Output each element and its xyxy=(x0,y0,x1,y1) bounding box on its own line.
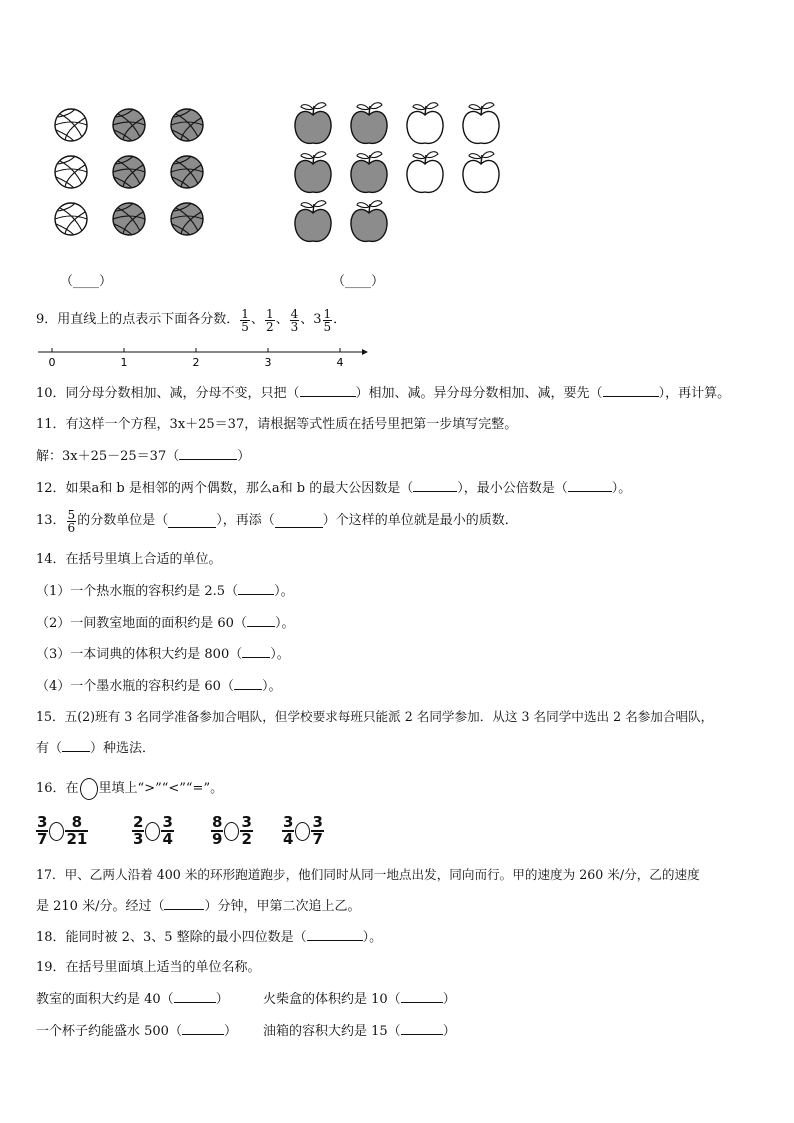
item-text: 教室的面积大约是 40（ xyxy=(36,992,174,1007)
apple-white-icon xyxy=(407,103,443,144)
question-15-text-b: ）种选法． xyxy=(90,741,156,756)
item-text: （2）一间教室地面的面积约是 60（ xyxy=(36,616,247,631)
question-13 xyxy=(36,503,518,539)
item-end: ）。 xyxy=(270,647,290,662)
question-11-solution-text: 解：3x＋25－25＝37（ xyxy=(36,449,180,464)
fraction-denominator: 7 xyxy=(312,830,323,848)
apple-white-icon xyxy=(463,152,499,193)
question-19-row-2-right xyxy=(263,1022,456,1041)
compare-circle-input[interactable] xyxy=(145,822,160,841)
item-end: ）。 xyxy=(261,679,282,694)
apple-white-icon xyxy=(463,103,499,144)
comparison-item xyxy=(132,815,174,847)
item-text: （4）一个墨水瓶的容积约是 60（ xyxy=(36,679,234,694)
question-9 xyxy=(36,305,346,335)
answer-blank[interactable] xyxy=(234,677,262,690)
compare-circle-icon xyxy=(80,778,98,800)
answer-blank[interactable] xyxy=(401,1022,443,1035)
fraction-numerator: 4 xyxy=(290,306,299,321)
fraction-numerator: 1 xyxy=(265,306,274,321)
answer-blank[interactable] xyxy=(300,384,356,397)
answer-blank[interactable] xyxy=(238,582,274,595)
fraction-numerator: 1 xyxy=(241,306,249,321)
separator: 、 xyxy=(275,312,289,327)
answer-blank[interactable] xyxy=(413,479,457,492)
apple-gray-icon xyxy=(351,201,387,242)
fraction-numerator: 5 xyxy=(67,507,76,522)
answer-blank[interactable] xyxy=(307,928,363,941)
fraction-numerator: 1 xyxy=(323,306,332,321)
number-line-tick-label: 0 xyxy=(48,356,56,369)
question-16-text-a: 16．在 xyxy=(36,781,79,796)
question-14 xyxy=(36,551,222,569)
separator: 、 xyxy=(250,312,264,327)
number-line-tick-label: 4 xyxy=(336,356,344,369)
apple-gray-icon xyxy=(351,103,387,144)
apple-gray-icon xyxy=(351,152,387,193)
separator: 、 xyxy=(300,312,314,327)
fraction xyxy=(36,815,48,847)
fraction-denominator: 5 xyxy=(323,319,332,334)
basketball-gray-icon xyxy=(113,109,145,141)
answer-blank[interactable] xyxy=(401,990,443,1003)
fraction xyxy=(282,815,294,847)
question-17-line-2 xyxy=(36,897,360,916)
fraction-denominator: 7 xyxy=(37,830,48,848)
fraction-numerator: 8 xyxy=(212,813,223,831)
comparison-item xyxy=(282,815,324,847)
question-12-text-c: ）。 xyxy=(611,481,632,496)
question-18-text-a: 18．能同时被 2、3、5 整除的最小四位数是（ xyxy=(36,930,307,945)
question-17-text-b: ）分钟，甲第二次追上乙。 xyxy=(204,899,361,914)
compare-circle-input[interactable] xyxy=(49,822,64,841)
question-18 xyxy=(36,928,382,947)
sentence-end: ． xyxy=(333,312,347,327)
number-line xyxy=(34,340,394,370)
fraction-denominator: 5 xyxy=(241,319,249,334)
compare-circle-input[interactable] xyxy=(224,822,239,841)
apple-gray-icon xyxy=(295,201,331,242)
question-14-item xyxy=(36,645,290,664)
question-13-text-b: ），再添（ xyxy=(216,513,275,528)
fraction xyxy=(323,308,333,333)
question-11-solution xyxy=(36,447,250,466)
question-16 xyxy=(36,778,223,800)
number-line-tick-label: 2 xyxy=(192,356,200,369)
question-11 xyxy=(36,416,517,434)
balls-answer-blank: （____） xyxy=(60,274,113,289)
fraction-denominator: 6 xyxy=(67,520,76,535)
item-end: ） xyxy=(223,1024,237,1039)
question-10-text-b: ）相加、减。异分母分数相加、减，要先（ xyxy=(355,386,603,401)
question-9-fractions xyxy=(239,308,346,333)
answer-blank[interactable] xyxy=(179,447,237,460)
fraction xyxy=(240,815,252,847)
answer-blank[interactable] xyxy=(603,384,659,397)
question-14-item xyxy=(36,677,281,696)
question-10 xyxy=(36,384,730,403)
answer-blank[interactable] xyxy=(164,897,204,910)
item-text: 油箱的容积大约是 15（ xyxy=(263,1024,401,1039)
question-18-text-b: ）。 xyxy=(362,930,383,945)
question-15-line-2 xyxy=(36,739,155,758)
item-end: ） xyxy=(442,992,456,1007)
fraction xyxy=(290,308,300,333)
number-line-tick-label: 1 xyxy=(120,356,128,369)
fraction-numerator: 3 xyxy=(283,813,294,831)
question-19-row-1-left xyxy=(36,990,229,1009)
fraction xyxy=(265,308,275,333)
answer-blank[interactable] xyxy=(168,515,216,528)
question-11-solution-end: ） xyxy=(237,449,251,464)
item-text: （1）一个热水瓶的容积约是 2.5（ xyxy=(36,584,239,599)
basketball-gray-icon xyxy=(171,109,203,141)
fraction-denominator: 9 xyxy=(212,830,223,848)
basketball-gray-icon xyxy=(113,203,145,235)
figure-area xyxy=(0,0,794,300)
fraction xyxy=(65,815,88,847)
fraction-denominator: 21 xyxy=(66,830,88,848)
basketball-gray-icon xyxy=(171,156,203,188)
fraction-numerator: 2 xyxy=(133,813,144,831)
basketball-white-icon xyxy=(55,109,87,141)
fraction-numerator: 3 xyxy=(241,813,252,831)
question-14-item xyxy=(36,614,294,633)
question-12 xyxy=(36,479,631,498)
fraction-denominator: 3 xyxy=(133,830,144,848)
question-10-text-c: ），再计算。 xyxy=(658,386,731,401)
answer-blank[interactable] xyxy=(62,739,90,752)
item-text: 一个杯子约能盛水 500（ xyxy=(36,1024,182,1039)
comparison-item xyxy=(36,815,88,847)
question-17 xyxy=(36,866,700,884)
question-12-text-b: ），最小公倍数是（ xyxy=(457,481,568,496)
answer-blank[interactable] xyxy=(242,645,270,658)
mixed-number-whole: 3 xyxy=(313,312,322,327)
question-16-text-b: 里填上“>”“<”“=”。 xyxy=(98,781,224,796)
item-end: ）。 xyxy=(274,584,294,599)
number-line-tick-label: 3 xyxy=(264,356,272,369)
item-end: ）。 xyxy=(274,616,295,631)
question-19 xyxy=(36,959,261,977)
comparison-item xyxy=(211,815,253,847)
question-14-title: 14．在括号里填上合适的单位。 xyxy=(36,552,222,567)
question-19-row-1-right xyxy=(263,990,456,1009)
apples-answer-blank: （____） xyxy=(332,274,385,289)
question-13-text-a: 的分数单位是（ xyxy=(77,513,169,528)
fraction-denominator: 4 xyxy=(162,830,173,848)
fraction xyxy=(240,308,250,333)
basketball-white-icon xyxy=(55,203,87,235)
question-15-text-a: 有（ xyxy=(36,741,63,756)
fraction xyxy=(211,815,223,847)
fraction xyxy=(132,815,144,847)
fraction xyxy=(67,509,77,534)
fraction xyxy=(311,815,323,847)
answer-blank[interactable] xyxy=(174,990,216,1003)
item-end: ） xyxy=(215,992,229,1007)
question-15 xyxy=(36,708,713,726)
fraction-denominator: 4 xyxy=(283,830,294,848)
apple-gray-icon xyxy=(295,103,331,144)
apple-white-icon xyxy=(407,152,443,193)
fraction-numerator: 8 xyxy=(65,815,88,832)
item-text: （3）一本词典的体积大约是 800（ xyxy=(36,647,243,662)
fraction xyxy=(161,815,173,847)
fraction-denominator: 2 xyxy=(265,319,274,334)
answer-blank[interactable] xyxy=(275,515,323,528)
fraction-denominator: 2 xyxy=(241,830,252,848)
fraction-denominator: 3 xyxy=(290,319,299,334)
answer-blank[interactable] xyxy=(568,479,612,492)
basketball-white-icon xyxy=(55,156,87,188)
answer-blank[interactable] xyxy=(182,1022,224,1035)
fraction-numerator: 3 xyxy=(37,813,48,831)
apple-gray-icon xyxy=(295,152,331,193)
basketball-gray-icon xyxy=(171,203,203,235)
answer-blank[interactable] xyxy=(247,614,275,627)
item-text: 火柴盒的体积约是 10（ xyxy=(263,992,401,1007)
question-19-title: 19．在括号里面填上适当的单位名称。 xyxy=(36,960,261,975)
question-15-line-1: 15．五(2)班有 3 名同学准备参加合唱队，但学校要求每班只能派 2 名同学参加．从这 3 名同学中选出 2 名参加合唱队， xyxy=(36,709,714,724)
question-10-text-a: 10．同分母分数相加、减，分母不变，只把（ xyxy=(36,386,300,401)
item-end: ） xyxy=(442,1024,456,1039)
question-19-row-2-left xyxy=(36,1022,237,1041)
question-13-text-c: ）个这样的单位就是最小的质数． xyxy=(322,513,518,528)
question-14-item xyxy=(36,582,294,601)
question-13-number: 13． xyxy=(36,513,66,528)
question-11-text: 11．有这样一个方程，3x＋25＝37，请根据等式性质在括号里把第一步填写完整。 xyxy=(36,417,518,432)
compare-circle-input[interactable] xyxy=(295,822,310,841)
figure-svg xyxy=(0,0,794,300)
fraction-numerator: 3 xyxy=(162,813,173,831)
question-12-text-a: 12．如果a和 b 是相邻的两个偶数，那么a和 b 的最大公因数是（ xyxy=(36,481,414,496)
fraction-numerator: 3 xyxy=(312,813,323,831)
basketball-gray-icon xyxy=(113,156,145,188)
question-9-text: 9．用直线上的点表示下面各分数． xyxy=(36,312,240,327)
question-17-text-a: 是 210 米/分。经过（ xyxy=(36,899,165,914)
question-17-line-1: 17．甲、乙两人沿着 400 米的环形跑道跑步，他们同时从同一地点出发，同向而行。甲的速度为 260 米/分，乙的速度 xyxy=(36,867,700,882)
